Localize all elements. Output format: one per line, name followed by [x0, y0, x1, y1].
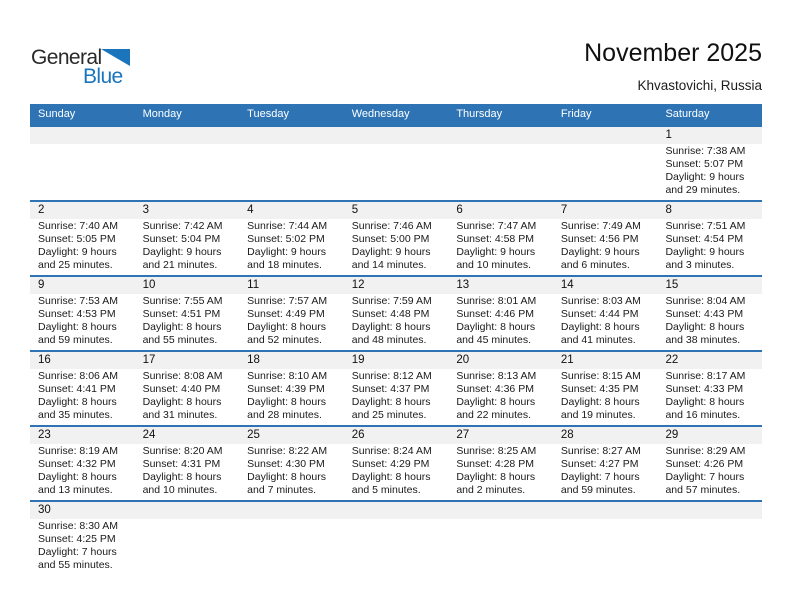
sunrise-line: Sunrise: 7:51 AM	[665, 220, 746, 232]
sunrise-line: Sunrise: 8:17 AM	[665, 370, 746, 382]
daylight-line: Daylight: 8 hours and 25 minutes.	[351, 396, 431, 421]
day-number: 17	[135, 352, 240, 369]
sunrise-line: Sunrise: 7:57 AM	[247, 295, 328, 307]
daylight-line: Daylight: 8 hours and 10 minutes.	[142, 471, 222, 496]
daylight-line: Daylight: 7 hours and 55 minutes.	[38, 546, 117, 571]
calendar-weeks	[30, 125, 762, 575]
daylight-line: Daylight: 9 hours and 21 minutes.	[142, 246, 222, 271]
day-info	[657, 369, 762, 424]
day-number	[239, 127, 344, 144]
sunset-line: Sunset: 4:31 PM	[142, 458, 221, 470]
day-info	[657, 294, 762, 349]
sunset-line: Sunset: 4:29 PM	[351, 458, 430, 470]
daylight-line: Daylight: 8 hours and 5 minutes.	[351, 471, 431, 496]
day-number	[448, 502, 553, 519]
sunrise-line: Sunrise: 8:27 AM	[560, 445, 641, 457]
week-row	[30, 200, 762, 275]
day-number	[553, 127, 658, 144]
day-number: 27	[448, 427, 553, 444]
sunrise-line: Sunrise: 8:22 AM	[247, 445, 328, 457]
page-title: November 2025	[584, 39, 762, 67]
day-cell-4	[239, 202, 344, 275]
sunrise-line: Sunrise: 7:46 AM	[351, 220, 432, 232]
location-subtitle: Khvastovichi, Russia	[637, 78, 762, 93]
day-info	[448, 444, 553, 499]
weekday-header-sunday: Sunday	[38, 108, 76, 120]
day-info	[135, 444, 240, 499]
sunset-line: Sunset: 4:44 PM	[560, 308, 639, 320]
day-number: 12	[344, 277, 449, 294]
day-info	[135, 369, 240, 424]
day-info	[344, 369, 449, 424]
day-number	[135, 502, 240, 519]
day-number: 30	[30, 502, 135, 519]
week-row	[30, 275, 762, 350]
day-info	[30, 519, 135, 574]
day-cell-17	[135, 352, 240, 425]
day-cell-14	[553, 277, 658, 350]
day-number	[657, 502, 762, 519]
day-cell-15	[657, 277, 762, 350]
sunset-line: Sunset: 5:04 PM	[142, 233, 221, 245]
day-cell-3	[135, 202, 240, 275]
day-info	[344, 219, 449, 274]
sunset-line: Sunset: 4:56 PM	[560, 233, 639, 245]
daylight-line: Daylight: 8 hours and 28 minutes.	[247, 396, 326, 421]
weekday-header-friday: Friday	[560, 108, 592, 120]
day-number	[448, 127, 553, 144]
sunset-line: Sunset: 4:28 PM	[456, 458, 534, 470]
sunset-line: Sunset: 4:46 PM	[456, 308, 534, 320]
daylight-line: Daylight: 8 hours and 13 minutes.	[38, 471, 117, 496]
weekday-header-row	[30, 104, 762, 125]
daylight-line: Daylight: 7 hours and 59 minutes.	[560, 471, 640, 496]
sunset-line: Sunset: 4:32 PM	[38, 458, 116, 470]
day-cell-9	[30, 277, 135, 350]
sunrise-line: Sunrise: 8:29 AM	[665, 445, 746, 457]
daylight-line: Daylight: 8 hours and 2 minutes.	[456, 471, 536, 496]
day-info	[30, 369, 135, 424]
sunrise-line: Sunrise: 7:53 AM	[38, 295, 118, 307]
day-cell-empty	[448, 502, 553, 575]
day-cell-8	[657, 202, 762, 275]
day-info	[448, 219, 553, 274]
week-row	[30, 125, 762, 200]
weekday-header-thursday: Thursday	[456, 108, 503, 120]
sunset-line: Sunset: 4:37 PM	[351, 383, 430, 395]
day-info	[239, 294, 344, 349]
day-info	[135, 294, 240, 349]
sunset-line: Sunset: 4:30 PM	[247, 458, 325, 470]
day-number: 24	[135, 427, 240, 444]
sunrise-line: Sunrise: 7:59 AM	[351, 295, 432, 307]
day-cell-19	[344, 352, 449, 425]
day-number: 22	[657, 352, 762, 369]
daylight-line: Daylight: 9 hours and 3 minutes.	[665, 246, 745, 271]
sunset-line: Sunset: 4:40 PM	[142, 383, 221, 395]
day-cell-11	[239, 277, 344, 350]
day-number: 2	[30, 202, 135, 219]
day-number: 18	[239, 352, 344, 369]
calendar-table	[30, 104, 762, 575]
sunset-line: Sunset: 4:39 PM	[247, 383, 325, 395]
sunrise-line: Sunrise: 7:55 AM	[142, 295, 223, 307]
sunrise-line: Sunrise: 8:15 AM	[560, 370, 641, 382]
weekday-header-wednesday: Wednesday	[351, 108, 410, 120]
sunset-line: Sunset: 4:41 PM	[38, 383, 116, 395]
daylight-line: Daylight: 8 hours and 16 minutes.	[665, 396, 745, 421]
sunrise-line: Sunrise: 8:24 AM	[351, 445, 432, 457]
day-info	[30, 294, 135, 349]
daylight-line: Daylight: 8 hours and 7 minutes.	[247, 471, 326, 496]
day-number	[344, 502, 449, 519]
sunrise-line: Sunrise: 7:42 AM	[142, 220, 223, 232]
daylight-line: Daylight: 8 hours and 59 minutes.	[38, 321, 117, 346]
day-info	[553, 369, 658, 424]
day-info	[553, 219, 658, 274]
day-cell-12	[344, 277, 449, 350]
day-info	[239, 219, 344, 274]
day-number: 19	[344, 352, 449, 369]
sunrise-line: Sunrise: 8:20 AM	[142, 445, 223, 457]
day-cell-13	[448, 277, 553, 350]
day-cell-empty	[657, 502, 762, 575]
sunset-line: Sunset: 4:48 PM	[351, 308, 430, 320]
day-info	[553, 444, 658, 499]
day-number: 25	[239, 427, 344, 444]
sunrise-line: Sunrise: 8:13 AM	[456, 370, 537, 382]
weekday-header-tuesday: Tuesday	[247, 108, 289, 120]
day-cell-7	[553, 202, 658, 275]
day-number: 11	[239, 277, 344, 294]
sunset-line: Sunset: 5:05 PM	[38, 233, 116, 245]
daylight-line: Daylight: 9 hours and 29 minutes.	[665, 171, 745, 196]
daylight-line: Daylight: 8 hours and 31 minutes.	[142, 396, 222, 421]
day-info	[239, 444, 344, 499]
day-number: 13	[448, 277, 553, 294]
day-cell-25	[239, 427, 344, 500]
day-cell-18	[239, 352, 344, 425]
day-cell-28	[553, 427, 658, 500]
day-cell-empty	[448, 127, 553, 200]
day-cell-24	[135, 427, 240, 500]
sunset-line: Sunset: 5:00 PM	[351, 233, 430, 245]
day-number	[344, 127, 449, 144]
day-info	[344, 294, 449, 349]
day-info	[239, 369, 344, 424]
day-cell-21	[553, 352, 658, 425]
logo-text-general: General	[31, 46, 102, 69]
daylight-line: Daylight: 7 hours and 57 minutes.	[665, 471, 745, 496]
day-number	[30, 127, 135, 144]
sunrise-line: Sunrise: 7:47 AM	[456, 220, 537, 232]
day-cell-20	[448, 352, 553, 425]
daylight-line: Daylight: 8 hours and 55 minutes.	[142, 321, 222, 346]
logo-triangle-icon	[101, 49, 130, 66]
day-cell-26	[344, 427, 449, 500]
sunrise-line: Sunrise: 8:10 AM	[247, 370, 328, 382]
daylight-line: Daylight: 9 hours and 25 minutes.	[38, 246, 117, 271]
week-row	[30, 425, 762, 500]
day-cell-30	[30, 502, 135, 575]
day-cell-29	[657, 427, 762, 500]
sunset-line: Sunset: 4:25 PM	[38, 533, 116, 545]
day-number	[239, 502, 344, 519]
day-cell-empty	[30, 127, 135, 200]
daylight-line: Daylight: 8 hours and 19 minutes.	[560, 396, 640, 421]
day-cell-empty	[553, 502, 658, 575]
day-cell-1	[657, 127, 762, 200]
day-cell-6	[448, 202, 553, 275]
day-number: 14	[553, 277, 658, 294]
day-cell-27	[448, 427, 553, 500]
day-number: 28	[553, 427, 658, 444]
sunset-line: Sunset: 4:49 PM	[247, 308, 325, 320]
sunrise-line: Sunrise: 7:49 AM	[560, 220, 641, 232]
day-info	[30, 444, 135, 499]
day-info	[135, 219, 240, 274]
day-info	[448, 369, 553, 424]
daylight-line: Daylight: 8 hours and 35 minutes.	[38, 396, 117, 421]
day-number	[135, 127, 240, 144]
day-number: 26	[344, 427, 449, 444]
day-number: 7	[553, 202, 658, 219]
sunrise-line: Sunrise: 8:12 AM	[351, 370, 432, 382]
day-number: 6	[448, 202, 553, 219]
day-info	[657, 444, 762, 499]
daylight-line: Daylight: 8 hours and 45 minutes.	[456, 321, 536, 346]
sunrise-line: Sunrise: 8:25 AM	[456, 445, 537, 457]
daylight-line: Daylight: 9 hours and 18 minutes.	[247, 246, 326, 271]
day-info	[448, 294, 553, 349]
day-number: 3	[135, 202, 240, 219]
weekday-header-monday: Monday	[142, 108, 182, 120]
daylight-line: Daylight: 9 hours and 6 minutes.	[560, 246, 640, 271]
day-cell-empty	[135, 127, 240, 200]
day-cell-empty	[344, 127, 449, 200]
sunrise-line: Sunrise: 8:06 AM	[38, 370, 118, 382]
day-number: 1	[657, 127, 762, 144]
daylight-line: Daylight: 8 hours and 41 minutes.	[560, 321, 640, 346]
week-row	[30, 500, 762, 575]
day-cell-empty	[344, 502, 449, 575]
sunrise-line: Sunrise: 8:19 AM	[38, 445, 118, 457]
sunrise-line: Sunrise: 8:03 AM	[560, 295, 641, 307]
day-number: 21	[553, 352, 658, 369]
sunset-line: Sunset: 4:36 PM	[456, 383, 534, 395]
day-number: 15	[657, 277, 762, 294]
sunset-line: Sunset: 4:27 PM	[560, 458, 639, 470]
sunrise-line: Sunrise: 8:30 AM	[38, 520, 118, 532]
sunset-line: Sunset: 4:53 PM	[38, 308, 116, 320]
sunrise-line: Sunrise: 8:08 AM	[142, 370, 223, 382]
day-number: 20	[448, 352, 553, 369]
day-number: 10	[135, 277, 240, 294]
week-row	[30, 350, 762, 425]
sunset-line: Sunset: 4:43 PM	[665, 308, 744, 320]
day-info	[30, 219, 135, 274]
day-cell-empty	[135, 502, 240, 575]
daylight-line: Daylight: 8 hours and 52 minutes.	[247, 321, 326, 346]
day-info	[344, 444, 449, 499]
daylight-line: Daylight: 8 hours and 22 minutes.	[456, 396, 536, 421]
day-cell-empty	[553, 127, 658, 200]
day-cell-23	[30, 427, 135, 500]
day-info	[657, 219, 762, 274]
weekday-header-saturday: Saturday	[665, 108, 710, 120]
day-number: 16	[30, 352, 135, 369]
day-cell-10	[135, 277, 240, 350]
day-number: 9	[30, 277, 135, 294]
sunrise-line: Sunrise: 7:38 AM	[665, 145, 746, 157]
day-cell-2	[30, 202, 135, 275]
sunset-line: Sunset: 4:54 PM	[665, 233, 744, 245]
day-cell-5	[344, 202, 449, 275]
day-cell-empty	[239, 127, 344, 200]
sunrise-line: Sunrise: 8:04 AM	[665, 295, 746, 307]
daylight-line: Daylight: 9 hours and 14 minutes.	[351, 246, 431, 271]
sunset-line: Sunset: 4:51 PM	[142, 308, 221, 320]
general-blue-logo	[31, 46, 141, 92]
sunset-line: Sunset: 4:35 PM	[560, 383, 639, 395]
day-cell-empty	[239, 502, 344, 575]
sunrise-line: Sunrise: 7:44 AM	[247, 220, 328, 232]
daylight-line: Daylight: 8 hours and 38 minutes.	[665, 321, 745, 346]
day-number: 4	[239, 202, 344, 219]
sunset-line: Sunset: 5:07 PM	[665, 158, 744, 170]
sunset-line: Sunset: 4:26 PM	[665, 458, 744, 470]
sunrise-line: Sunrise: 7:40 AM	[38, 220, 118, 232]
day-cell-16	[30, 352, 135, 425]
sunset-line: Sunset: 4:58 PM	[456, 233, 534, 245]
daylight-line: Daylight: 9 hours and 10 minutes.	[456, 246, 536, 271]
sunrise-line: Sunrise: 8:01 AM	[456, 295, 537, 307]
day-number: 29	[657, 427, 762, 444]
logo-text-blue: Blue	[83, 65, 123, 88]
day-number: 5	[344, 202, 449, 219]
sunset-line: Sunset: 4:33 PM	[665, 383, 744, 395]
day-number	[553, 502, 658, 519]
day-info	[553, 294, 658, 349]
day-cell-22	[657, 352, 762, 425]
day-info	[657, 144, 762, 199]
sunset-line: Sunset: 5:02 PM	[247, 233, 325, 245]
daylight-line: Daylight: 8 hours and 48 minutes.	[351, 321, 431, 346]
day-number: 8	[657, 202, 762, 219]
day-number: 23	[30, 427, 135, 444]
